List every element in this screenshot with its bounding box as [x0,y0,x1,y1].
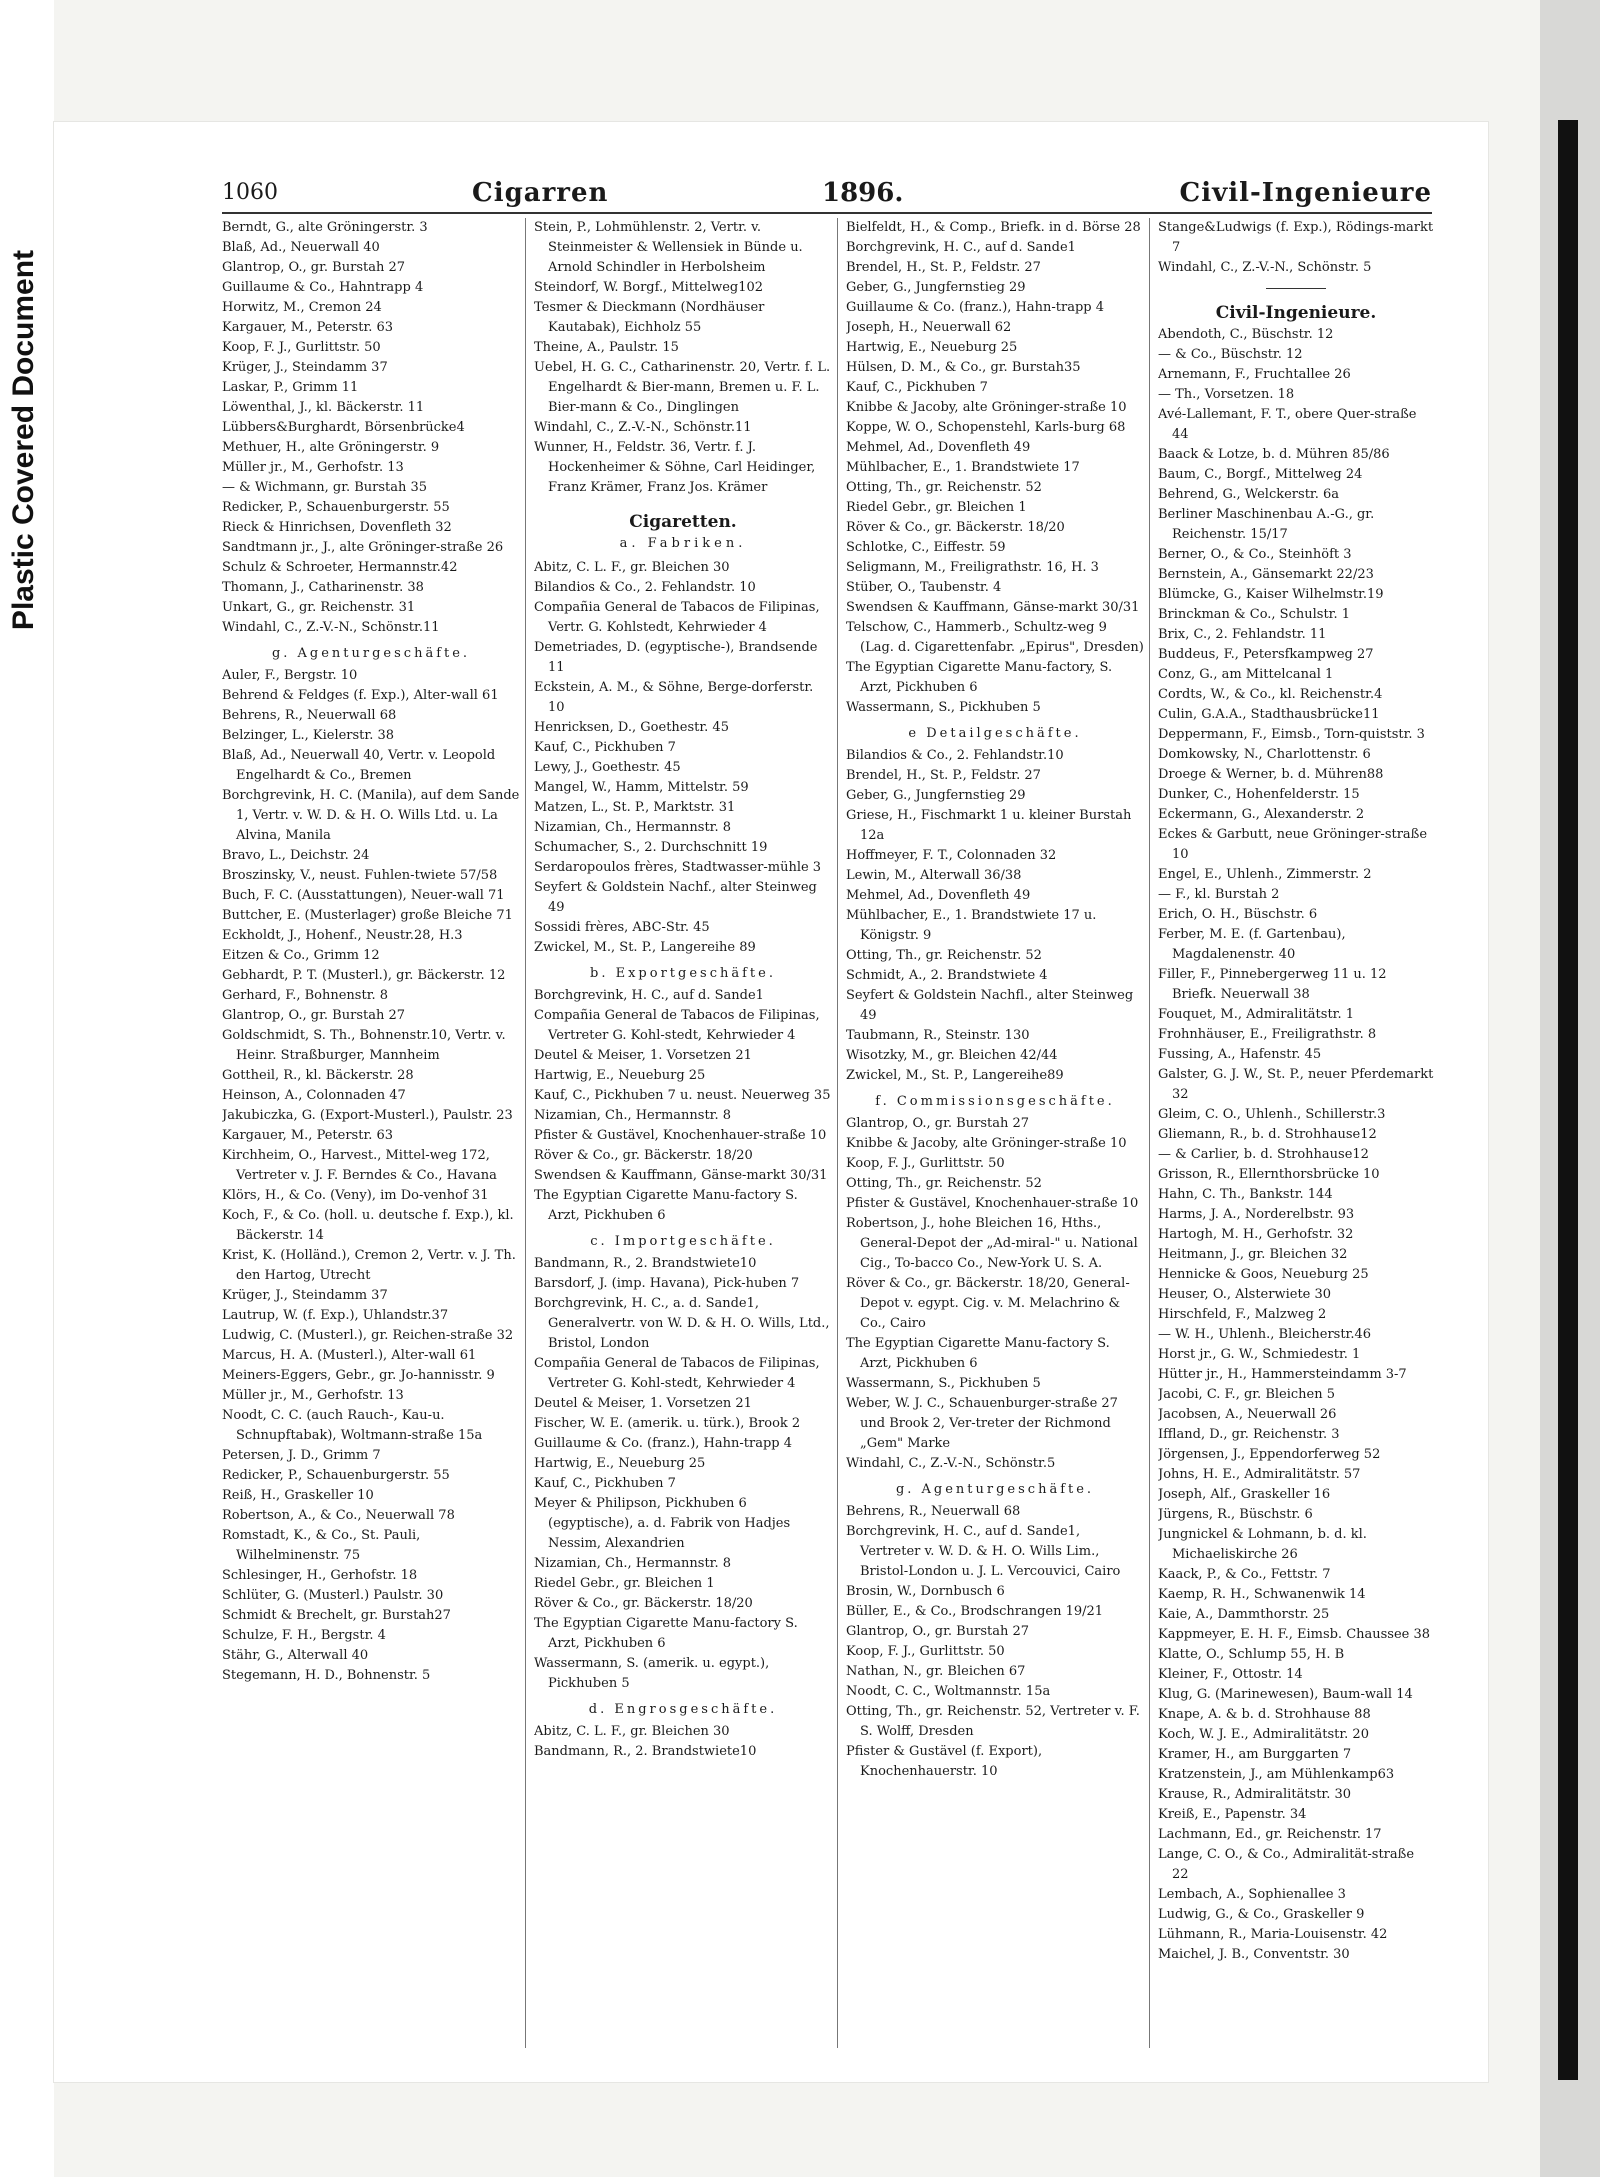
directory-entry: Guillaume & Co. (franz.), Hahn-trapp 4 [846,300,1105,315]
directory-entry: Thomann, J., Catharinenstr. 38 [222,580,424,595]
directory-entry: Iffland, D., gr. Reichenstr. 3 [1158,1427,1340,1442]
directory-entry: — F., kl. Burstah 2 [1158,887,1280,902]
directory-entry: Baack & Lotze, b. d. Mühren 85/86 [1158,447,1390,462]
directory-entry: Borchgrevink, H. C. (Manila), auf dem Sande 1, Vertr. v. W. D. & H. O. Wills Ltd. u. La Alvina, Manila [222,788,520,843]
directory-entry: Methuer, H., alte Gröningerstr. 9 [222,440,440,455]
directory-entry: Knibbe & Jacoby, alte Gröninger-straße 10 [846,400,1127,415]
directory-entry: Lange, C. O., & Co., Admiralität-straße 22 [1158,1847,1415,1882]
directory-entry: Eckes & Garbutt, neue Gröninger-straße 10 [1158,827,1428,862]
directory-entry: Schmidt, A., 2. Brandstwiete 4 [846,968,1048,983]
directory-column-1 [222,218,520,2048]
directory-entry: Buttcher, E. (Musterlager) große Bleiche 71 [222,908,513,923]
directory-entry: Nathan, N., gr. Bleichen 67 [846,1664,1026,1679]
directory-entry: Otting, Th., gr. Reichenstr. 52 [846,948,1042,963]
directory-entry: Maichel, J. B., Conventstr. 30 [1158,1947,1350,1962]
section-title: Cigaretten. [629,512,737,532]
left-running-title: Cigarren [472,178,609,208]
section-subheading: f. Commissionsgeschäfte. [875,1094,1115,1109]
directory-entry: Wunner, H., Feldstr. 36, Vertr. f. J. Hockenheimer & Söhne, Carl Heidinger, Franz Krämer, Franz Jos. Krämer [534,440,816,495]
directory-entry: Behrend & Feldges (f. Exp.), Alter-wall 61 [222,688,499,703]
directory-entry: Brendel, H., St. P., Feldstr. 27 [846,768,1041,783]
directory-entry: Windahl, C., Z.-V.-N., Schönstr.5 [846,1456,1056,1471]
directory-entry: — & Carlier, b. d. Strohhause12 [1158,1147,1369,1162]
directory-entry: Wisotzky, M., gr. Bleichen 42/44 [846,1048,1058,1063]
directory-entry: Röver & Co., gr. Bäckerstr. 18/20, General-Depot v. egypt. Cig. v. M. Melachrino & Co., Cairo [846,1276,1130,1331]
directory-entry: Redicker, P., Schauenburgerstr. 55 [222,500,450,515]
directory-entry: Lautrup, W. (f. Exp.), Uhlandstr.37 [222,1308,449,1323]
directory-entry: Joseph, H., Neuerwall 62 [846,320,1012,335]
directory-entry: Eckermann, G., Alexanderstr. 2 [1158,807,1365,822]
directory-entry: Nizamian, Ch., Hermannstr. 8 [534,1108,732,1123]
directory-entry: Pfister & Gustävel, Knochenhauer-straße 10 [534,1128,827,1143]
section-subheading: b. Exportgeschäfte. [590,966,776,981]
plastic-covered-label [0,0,48,880]
directory-entry: Kirchheim, O., Harvest., Mittel-weg 172, Vertreter v. J. F. Berndes & Co., Havana [222,1148,497,1183]
year-heading: 1896. [822,178,904,208]
directory-entry: Klug, G. (Marinewesen), Baum-wall 14 [1158,1687,1413,1702]
directory-entry: Hartogh, M. H., Gerhofstr. 32 [1158,1227,1354,1242]
directory-entry: Horst jr., G. W., Schmiedestr. 1 [1158,1347,1361,1362]
directory-entry: Kargauer, M., Peterstr. 63 [222,320,394,335]
directory-entry: Büller, E., & Co., Brodschrangen 19/21 [846,1604,1104,1619]
directory-entry: Seligmann, M., Freiligrathstr. 16, H. 3 [846,560,1099,575]
directory-entry: Henricksen, D., Goethestr. 45 [534,720,729,735]
section-subheading: g. Agenturgeschäfte. [895,1482,1095,1497]
directory-entry: Röver & Co., gr. Bäckerstr. 18/20 [534,1596,753,1611]
directory-entry: Schulz & Schroeter, Hermannstr.42 [222,560,458,575]
directory-entry: Barsdorf, J. (imp. Havana), Pick-huben 7 [534,1276,800,1291]
directory-entry: Stegemann, H. D., Bohnenstr. 5 [222,1668,431,1683]
page-number: 1060 [222,180,278,205]
directory-entry: Stange&Ludwigs (f. Exp.), Rödings-markt 7 [1158,220,1434,255]
directory-entry: Robertson, J., hohe Bleichen 16, Hths., General-Depot der „Ad-miral-" u. National Cig., To-bacco Co., New-York U. S. A. [846,1216,1138,1271]
directory-entry: Blaß, Ad., Neuerwall 40 [222,240,380,255]
directory-entry: Swendsen & Kauffmann, Gänse-markt 30/31 [846,600,1140,615]
directory-entry: Krist, K. (Holländ.), Cremon 2, Vertr. v. J. Th. den Hartog, Utrecht [222,1248,516,1283]
directory-entry: Fischer, W. E. (amerik. u. türk.), Brook 2 [534,1416,801,1431]
directory-entry: Unkart, G., gr. Reichenstr. 31 [222,600,416,615]
directory-entry: Steindorf, W. Borgf., Mittelweg102 [534,280,764,295]
directory-entry: Gliemann, R., b. d. Strohhause12 [1158,1127,1377,1142]
directory-entry: Kargauer, M., Peterstr. 63 [222,1128,394,1143]
directory-entry: Pfister & Gustävel, Knochenhauer-straße 10 [846,1196,1139,1211]
directory-entry: The Egyptian Cigarette Manu-factory, S. Arzt, Pickhuben 6 [846,660,1113,695]
directory-entry: Ferber, M. E. (f. Gartenbau), Magdalenenstr. 40 [1158,927,1346,962]
directory-entry: Eckholdt, J., Hohenf., Neustr.28, H.3 [222,928,463,943]
directory-column-3 [846,218,1144,2048]
column-divider [837,218,838,2048]
directory-entry: Behrens, R., Neuerwall 68 [846,1504,1021,1519]
directory-entry: Ludwig, G., & Co., Graskeller 9 [1158,1907,1365,1922]
directory-entry: Romstadt, K., & Co., St. Pauli, Wilhelminenstr. 75 [222,1528,421,1563]
directory-entry: Lachmann, Ed., gr. Reichenstr. 17 [1158,1827,1382,1842]
directory-entry: Löwenthal, J., kl. Bäckerstr. 11 [222,400,425,415]
directory-entry: Compañia General de Tabacos de Filipinas, Vertreter G. Kohl-stedt, Kehrwieder 4 [534,1008,820,1043]
directory-entry: Hartwig, E., Neueburg 25 [534,1456,706,1471]
directory-entry: Bravo, L., Deichstr. 24 [222,848,370,863]
directory-entry: Knibbe & Jacoby, alte Gröninger-straße 10 [846,1136,1127,1151]
directory-entry: Brosin, W., Dornbusch 6 [846,1584,1005,1599]
directory-entry: Buch, F. C. (Ausstattungen), Neuer-wall 71 [222,888,505,903]
directory-entry: Lübbers&Burghardt, Börsenbrücke4 [222,420,465,435]
directory-entry: Otting, Th., gr. Reichenstr. 52, Vertreter v. F. S. Wolff, Dresden [846,1704,1140,1739]
directory-entry: Mangel, W., Hamm, Mittelstr. 59 [534,780,749,795]
directory-entry: Kauf, C., Pickhuben 7 u. neust. Neuerweg 35 [534,1088,831,1103]
directory-entry: Sandtmann jr., J., alte Gröninger-straße 26 [222,540,504,555]
directory-entry: Petersen, J. D., Grimm 7 [222,1448,381,1463]
directory-entry: Galster, G. J. W., St. P., neuer Pferdemarkt 32 [1158,1067,1434,1102]
directory-entry: Gerhard, F., Bohnenstr. 8 [222,988,389,1003]
directory-entry: Domkowsky, N., Charlottenstr. 6 [1158,747,1371,762]
directory-entry: Swendsen & Kauffmann, Gänse-markt 30/31 [534,1168,828,1183]
directory-entry: Guillaume & Co. (franz.), Hahn-trapp 4 [534,1436,793,1451]
directory-entry: Belzinger, L., Kielerstr. 38 [222,728,394,743]
directory-entry: Hirschfeld, F., Malzweg 2 [1158,1307,1327,1322]
directory-entry: Baum, C., Borgf., Mittelweg 24 [1158,467,1363,482]
directory-entry: Koop, F. J., Gurlittstr. 50 [846,1644,1005,1659]
directory-entry: Engel, E., Uhlenh., Zimmerstr. 2 [1158,867,1372,882]
directory-entry: Taubmann, R., Steinstr. 130 [846,1028,1030,1043]
directory-entry: Windahl, C., Z.-V.-N., Schönstr.11 [534,420,752,435]
directory-entry: Dunker, C., Hohenfelderstr. 15 [1158,787,1360,802]
directory-entry: Bernstein, A., Gänsemarkt 22/23 [1158,567,1374,582]
directory-entry: Eckstein, A. M., & Söhne, Berge-dorferstr. 10 [534,680,814,715]
directory-entry: Buddeus, F., Petersfkampweg 27 [1158,647,1374,662]
directory-entry: Kreiß, E., Papenstr. 34 [1158,1807,1307,1822]
directory-entry: — W. H., Uhlenh., Bleicherstr.46 [1158,1327,1372,1342]
directory-entry: Röver & Co., gr. Bäckerstr. 18/20 [534,1148,753,1163]
directory-entry: Schulze, F. H., Bergstr. 4 [222,1628,386,1643]
directory-entry: Brix, C., 2. Fehlandstr. 11 [1158,627,1327,642]
section-subheading: d. Engrosgeschäfte. [588,1702,778,1717]
directory-entry: Geber, G., Jungfernstieg 29 [846,280,1026,295]
directory-entry: Deutel & Meiser, 1. Vorsetzen 21 [534,1048,752,1063]
directory-entry: Krüger, J., Steindamm 37 [222,1288,388,1303]
directory-entry: Marcus, H. A. (Musterl.), Alter-wall 61 [222,1348,477,1363]
directory-entry: Koppe, W. O., Schopenstehl, Karls-burg 68 [846,420,1126,435]
directory-entry: Theine, A., Paulstr. 15 [534,340,679,355]
directory-entry: Matzen, L., St. P., Marktstr. 31 [534,800,736,815]
directory-entry: Frohnhäuser, E., Freiligrathstr. 8 [1158,1027,1377,1042]
directory-entry: Abendoth, C., Büschstr. 12 [1158,327,1334,342]
directory-entry: Mühlbacher, E., 1. Brandstwiete 17 u. Königstr. 9 [846,908,1097,943]
directory-entry: Gottheil, R., kl. Bäckerstr. 28 [222,1068,414,1083]
directory-entry: Wassermann, S., Pickhuben 5 [846,1376,1041,1391]
directory-entry: Kleiner, F., Ottostr. 14 [1158,1667,1303,1682]
directory-entry: Heinson, A., Colonnaden 47 [222,1088,406,1103]
directory-entry: Kaie, A., Dammthorstr. 25 [1158,1607,1330,1622]
directory-entry: Mehmel, Ad., Dovenfleth 49 [846,888,1031,903]
directory-entry: Joseph, Alf., Graskeller 16 [1158,1487,1331,1502]
directory-entry: Schlotke, C., Eiffestr. 59 [846,540,1006,555]
directory-entry: Gebhardt, P. T. (Musterl.), gr. Bäckerstr. 12 [222,968,506,983]
directory-entry: Wassermann, S. (amerik. u. egypt.), Pickhuben 5 [534,1656,770,1691]
directory-entry: The Egyptian Cigarette Manu-factory S. Arzt, Pickhuben 6 [534,1188,798,1223]
directory-entry: Kaemp, R. H., Schwanenwik 14 [1158,1587,1366,1602]
directory-entry: Blaß, Ad., Neuerwall 40, Vertr. v. Leopold Engelhardt & Co., Bremen [222,748,496,783]
directory-entry: Hülsen, D. M., & Co., gr. Burstah35 [846,360,1081,375]
directory-entry: Klörs, H., & Co. (Veny), im Do-venhof 31 [222,1188,489,1203]
directory-entry: Windahl, C., Z.-V.-N., Schönstr. 5 [1158,260,1372,275]
directory-entry: Kappmeyer, E. H. F., Eimsb. Chaussee 38 [1158,1627,1431,1642]
directory-entry: Schlüter, G. (Musterl.) Paulstr. 30 [222,1588,444,1603]
directory-entry: Meiners-Eggers, Gebr., gr. Jo-hannisstr. 9 [222,1368,495,1383]
directory-entry: Meyer & Philipson, Pickhuben 6 (egyptische), a. d. Fabrik von Hadjes Nessim, Alexandrien [534,1496,791,1551]
directory-entry: Robertson, A., & Co., Neuerwall 78 [222,1508,455,1523]
section-subheading: g. Agenturgeschäfte. [271,646,471,661]
directory-entry: Pfister & Gustävel (f. Export), Knochenhauerstr. 10 [846,1744,1043,1779]
directory-entry: Krause, R., Admiralitätstr. 30 [1158,1787,1352,1802]
directory-entry: Rieck & Hinrichsen, Dovenfleth 32 [222,520,452,535]
directory-entry: Schmidt & Brechelt, gr. Burstah27 [222,1608,451,1623]
directory-entry: Avé-Lallemant, F. T., obere Quer-straße 44 [1158,407,1417,442]
directory-entry: Bielfeldt, H., & Comp., Briefk. in d. Börse 28 [846,220,1141,235]
directory-entry: Fussing, A., Hafenstr. 45 [1158,1047,1322,1062]
section-subheading: e Detailgeschäfte. [908,726,1082,741]
directory-entry: Zwickel, M., St. P., Langereihe89 [846,1068,1064,1083]
directory-entry: Hahn, C. Th., Bankstr. 144 [1158,1187,1333,1202]
directory-entry: Harms, J. A., Norderelbstr. 93 [1158,1207,1355,1222]
directory-entry: Berner, O., & Co., Steinhöft 3 [1158,547,1352,562]
right-running-title: Civil-Ingenieure [1179,178,1432,208]
directory-entry: Lühmann, R., Maria-Louisenstr. 42 [1158,1927,1388,1942]
directory-entry: Abitz, C. L. F., gr. Bleichen 30 [534,1724,730,1739]
directory-entry: Arnemann, F., Fruchtallee 26 [1158,367,1351,382]
plastic-covered-label-text: Plastic Covered Document [7,249,40,631]
directory-entry: Glantrop, O., gr. Burstah 27 [846,1116,1030,1131]
directory-entry: Blümcke, G., Kaiser Wilhelmstr.19 [1158,587,1384,602]
section-subheading: a. Fabriken. [619,536,747,551]
directory-entry: Behrens, R., Neuerwall 68 [222,708,397,723]
directory-entry: Serdaropoulos frères, Stadtwasser-mühle 3 [534,860,822,875]
directory-entry: Reiß, H., Graskeller 10 [222,1488,374,1503]
column-divider [1149,218,1150,2048]
directory-entry: Johns, H. E., Admiralitätstr. 57 [1158,1467,1361,1482]
directory-entry: Koch, W. J. E., Admiralitätstr. 20 [1158,1727,1369,1742]
directory-entry: Schlesinger, H., Gerhofstr. 18 [222,1568,418,1583]
directory-entry: Deppermann, F., Eimsb., Torn-quiststr. 3 [1158,727,1425,742]
directory-entry: Otting, Th., gr. Reichenstr. 52 [846,480,1042,495]
directory-entry: Bandmann, R., 2. Brandstwiete10 [534,1744,757,1759]
directory-entry: Kauf, C., Pickhuben 7 [534,1476,676,1491]
directory-entry: Deutel & Meiser, 1. Vorsetzen 21 [534,1396,752,1411]
directory-entry: Jürgens, R., Büschstr. 6 [1158,1507,1313,1522]
directory-entry: Eitzen & Co., Grimm 12 [222,948,380,963]
directory-entry: Glantrop, O., gr. Burstah 27 [846,1624,1030,1639]
directory-entry: Bilandios & Co., 2. Fehlandstr.10 [846,748,1064,763]
directory-entry: Riedel Gebr., gr. Bleichen 1 [534,1576,715,1591]
directory-entry: Bilandios & Co., 2. Fehlandstr. 10 [534,580,756,595]
directory-entry: Röver & Co., gr. Bäckerstr. 18/20 [846,520,1065,535]
header-rule [222,212,1432,214]
directory-entry: Krüger, J., Steindamm 37 [222,360,388,375]
section-title: Civil-Ingenieure. [1215,303,1377,323]
directory-entry: Tesmer & Dieckmann (Nordhäuser Kautabak), Eichholz 55 [534,300,765,335]
directory-entry: Abitz, C. L. F., gr. Bleichen 30 [534,560,730,575]
directory-entry: Seyfert & Goldstein Nachf., alter Steinweg 49 [534,880,817,915]
directory-entry: Ludwig, C. (Musterl.), gr. Reichen-straße 32 [222,1328,514,1343]
directory-entry: Geber, G., Jungfernstieg 29 [846,788,1026,803]
directory-entry: Riedel Gebr., gr. Bleichen 1 [846,500,1027,515]
directory-entry: Windahl, C., Z.-V.-N., Schönstr.11 [222,620,440,635]
directory-entry: Müller jr., M., Gerhofstr. 13 [222,460,404,475]
directory-entry: Cordts, W., & Co., kl. Reichenstr.4 [1158,687,1383,702]
directory-entry: Otting, Th., gr. Reichenstr. 52 [846,1176,1042,1191]
directory-entry: Glantrop, O., gr. Burstah 27 [222,1008,406,1023]
directory-entry: Knape, A. & b. d. Strohhause 88 [1158,1707,1371,1722]
directory-entry: Kauf, C., Pickhuben 7 [846,380,988,395]
directory-entry: Conz, G., am Mittelcanal 1 [1158,667,1334,682]
directory-entry: Hoffmeyer, F. T., Colonnaden 32 [846,848,1057,863]
directory-entry: Stähr, G., Alterwall 40 [222,1648,369,1663]
directory-entry: Berndt, G., alte Gröningerstr. 3 [222,220,428,235]
directory-entry: Berliner Maschinenbau A.-G., gr. Reichenstr. 15/17 [1158,507,1375,542]
book-edge [1540,0,1600,2177]
directory-entry: Redicker, P., Schauenburgerstr. 55 [222,1468,450,1483]
directory-entry: Borchgrevink, H. C., auf d. Sande1, Vertreter v. W. D. & H. O. Wills Lim., Bristol-London u. J. L. Vercouvici, Cairo [846,1524,1121,1579]
directory-entry: Jacobi, C. F., gr. Bleichen 5 [1158,1387,1336,1402]
directory-entry: Demetriades, D. (egyptische-), Brandsende 11 [534,640,818,675]
directory-entry: Goldschmidt, S. Th., Bohnenstr.10, Vertr. v. Heinr. Straßburger, Mannheim [222,1028,506,1063]
directory-entry: Jacobsen, A., Neuerwall 26 [1158,1407,1337,1422]
directory-entry: Wassermann, S., Pickhuben 5 [846,700,1041,715]
directory-entry: Müller jr., M., Gerhofstr. 13 [222,1388,404,1403]
directory-entry: Fouquet, M., Admiralitätstr. 1 [1158,1007,1354,1022]
directory-entry: Schumacher, S., 2. Durchschnitt 19 [534,840,768,855]
directory-entry: — & Co., Büschstr. 12 [1158,347,1303,362]
directory-entry: Jungnickel & Lohmann, b. d. kl. Michaeliskirche 26 [1158,1527,1367,1562]
directory-entry: Laskar, P., Grimm 11 [222,380,359,395]
directory-entry: Droege & Werner, b. d. Mühren88 [1158,767,1384,782]
directory-entry: Broszinsky, V., neust. Fuhlen-twiete 57/58 [222,868,498,883]
directory-entry: — & Wichmann, gr. Burstah 35 [222,480,428,495]
directory-entry: Telschow, C., Hammerb., Schultz-weg 9 (Lag. d. Cigarettenfabr. „Epirus", Dresden) [846,620,1144,655]
directory-entry: Mühlbacher, E., 1. Brandstwiete 17 [846,460,1080,475]
directory-entry: Guillaume & Co., Hahntrapp 4 [222,280,424,295]
directory-entry: Hartwig, E., Neueburg 25 [534,1068,706,1083]
directory-entry: Stein, P., Lohmühlenstr. 2, Vertr. v. Steinmeister & Wellensiek in Bünde u. Arnold Schindler in Herbolsheim [534,220,803,275]
section-subheading: c. Importgeschäfte. [590,1234,776,1249]
directory-entry: Koop, F. J., Gurlittstr. 50 [222,340,381,355]
directory-entry: Horwitz, M., Cremon 24 [222,300,382,315]
directory-entry: Nizamian, Ch., Hermannstr. 8 [534,1556,732,1571]
directory-entry: Bandmann, R., 2. Brandstwiete10 [534,1256,757,1271]
directory-entry: Griese, H., Fischmarkt 1 u. kleiner Burstah 12a [846,808,1132,843]
directory-entry: Culin, G.A.A., Stadthausbrücke11 [1158,707,1380,722]
directory-entry: Behrend, G., Welckerstr. 6a [1158,487,1339,502]
directory-entry: Lembach, A., Sophienallee 3 [1158,1887,1346,1902]
column-divider [525,218,526,2048]
directory-entry: — Th., Vorsetzen. 18 [1158,387,1295,402]
directory-entry: Lewin, M., Alterwall 36/38 [846,868,1022,883]
directory-entry: Borchgrevink, H. C., a. d. Sande1, Generalvertr. von W. D. & H. O. Wills, Ltd., Bristol, London [534,1296,830,1351]
directory-entry: Heuser, O., Alsterwiete 30 [1158,1287,1332,1302]
directory-entry: Compañia General de Tabacos de Filipinas, Vertr. G. Kohlstedt, Kehrwieder 4 [534,600,820,635]
page-header [222,180,1432,210]
directory-entry: Hartwig, E., Neueburg 25 [846,340,1018,355]
directory-entry: The Egyptian Cigarette Manu-factory S. Arzt, Pickhuben 6 [846,1336,1110,1371]
directory-entry: Kauf, C., Pickhuben 7 [534,740,676,755]
directory-entry: Noodt, C. C. (auch Rauch-, Kau-u. Schnupftabak), Woltmann-straße 15a [222,1408,483,1443]
directory-entry: Borchgrevink, H. C., auf d. Sande1 [534,988,764,1003]
directory-entry: Kratzenstein, J., am Mühlenkamp63 [1158,1767,1395,1782]
directory-entry: Hennicke & Goos, Neueburg 25 [1158,1267,1369,1282]
directory-entry: Hütter jr., H., Hammersteindamm 3-7 [1158,1367,1407,1382]
directory-entry: Filler, F., Pinnebergerweg 11 u. 12 Briefk. Neuerwall 38 [1158,967,1387,1002]
directory-entry: Brinckman & Co., Schulstr. 1 [1158,607,1350,622]
directory-column-2 [534,218,832,2048]
directory-entry: Lewy, J., Goethestr. 45 [534,760,681,775]
directory-entry: Seyfert & Goldstein Nachfl., alter Steinweg 49 [846,988,1134,1023]
directory-entry: Zwickel, M., St. P., Langereihe 89 [534,940,756,955]
directory-entry: Stüber, O., Taubenstr. 4 [846,580,1002,595]
directory-entry: Gleim, C. O., Uhlenh., Schillerstr.3 [1158,1107,1386,1122]
directory-entry: Erich, O. H., Büschstr. 6 [1158,907,1318,922]
directory-entry: Nizamian, Ch., Hermannstr. 8 [534,820,732,835]
directory-entry: Jakubiczka, G. (Export-Musterl.), Paulstr. 23 [222,1108,513,1123]
directory-entry: Sossidi frères, ABC-Str. 45 [534,920,710,935]
directory-entry: Heitmann, J., gr. Bleichen 32 [1158,1247,1348,1262]
directory-entry: Brendel, H., St. P., Feldstr. 27 [846,260,1041,275]
directory-entry: Grisson, R., Ellernthorsbrücke 10 [1158,1167,1380,1182]
section-rule [1266,288,1326,289]
directory-entry: Noodt, C. C., Woltmannstr. 15a [846,1684,1051,1699]
directory-entry: Borchgrevink, H. C., auf d. Sande1 [846,240,1076,255]
book-edge-strip [1558,120,1578,2080]
directory-entry: Glantrop, O., gr. Burstah 27 [222,260,406,275]
directory-entry: Kaack, P., & Co., Fettstr. 7 [1158,1567,1331,1582]
directory-entry: Kramer, H., am Burggarten 7 [1158,1747,1352,1762]
directory-entry: The Egyptian Cigarette Manu-factory S. Arzt, Pickhuben 6 [534,1616,798,1651]
directory-entry: Auler, F., Bergstr. 10 [222,668,358,683]
directory-entry: Weber, W. J. C., Schauenburger-straße 27 und Brook 2, Ver-treter der Richmond „Gem" Marke [846,1396,1118,1451]
directory-entry: Klatte, O., Schlump 55, H. B [1158,1647,1345,1662]
directory-entry: Koop, F. J., Gurlittstr. 50 [846,1156,1005,1171]
directory-entry: Uebel, H. G. C., Catharinenstr. 20, Vertr. f. L. Engelhardt & Bier-mann, Bremen u. F. L. Bier-mann & Co., Dinglingen [534,360,831,415]
directory-entry: Jörgensen, J., Eppendorferweg 52 [1158,1447,1381,1462]
directory-entry: Compañia General de Tabacos de Filipinas, Vertreter G. Kohl-stedt, Kehrwieder 4 [534,1356,820,1391]
directory-entry: Koch, F., & Co. (holl. u. deutsche f. Exp.), kl. Bäckerstr. 14 [222,1208,514,1243]
directory-column-4 [1158,218,1434,2048]
directory-entry: Mehmel, Ad., Dovenfleth 49 [846,440,1031,455]
